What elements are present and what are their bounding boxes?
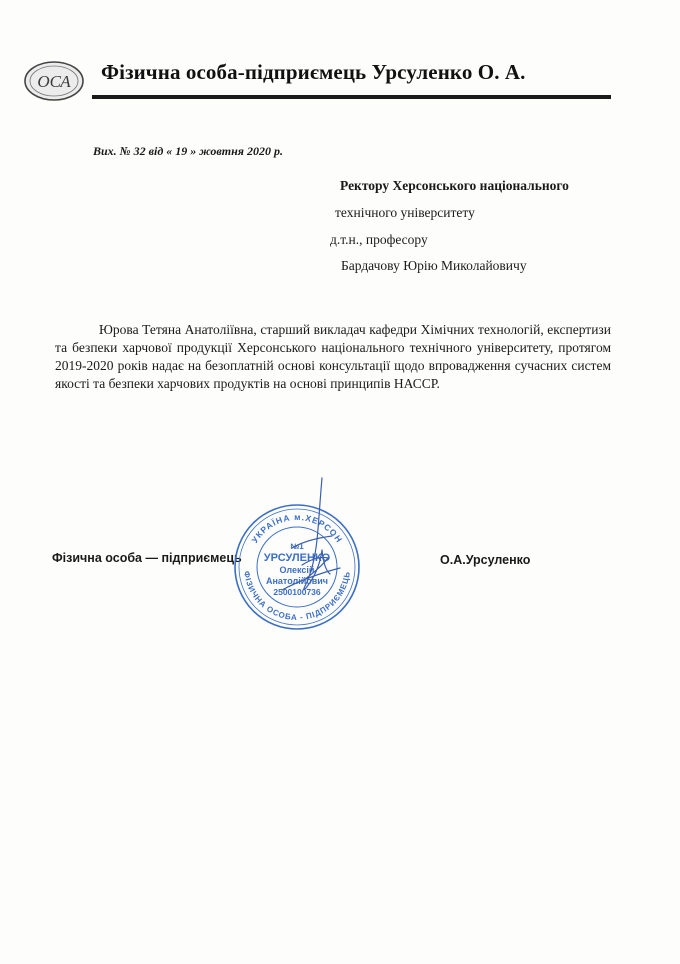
stamp-number: №1 — [290, 542, 304, 551]
addressee-line-3: д.т.н., професору — [330, 232, 428, 247]
addressee-line-2: технічного університету — [335, 205, 475, 220]
stamp-outer-bottom: ФІЗИЧНА ОСОБА - ПІДПРИЄМЕЦЬ — [242, 570, 352, 623]
company-name: Фізична особа-підприємець Урсуленко О. А. — [101, 60, 526, 84]
signer-position: Фізична особа — підприємець — [52, 551, 242, 565]
stamp-code: 2500100736 — [273, 587, 321, 597]
stamp-surname: УРСУЛЕНКО — [263, 552, 331, 564]
logo-lettering: ОСА — [37, 72, 71, 91]
signer-name: О.А.Урсуленко — [440, 553, 531, 567]
addressee-line-1: Ректору Херсонського національного — [340, 178, 569, 193]
handwritten-signature — [262, 470, 352, 615]
outgoing-reference: Вих. № 32 від « 19 » жовтня 2020 р. — [93, 144, 283, 158]
stamp-first-name: Олексій — [279, 565, 315, 575]
company-logo — [22, 56, 86, 104]
stamp-patronymic: Анатолійович — [265, 576, 329, 586]
addressee-line-4: Бардачову Юрію Миколайовичу — [341, 258, 527, 273]
letter-body: Юрова Тетяна Анатоліївна, старший викладач кафедри Хімічних технологій, експертизи та безпеки харчової продукції Херсонського національного технічного університету, протягом 2019-2020 років надає на безоплатній основі консультації щодо впровадження сучасних систем якості та безпеки харчових продуктів на основі принципів НАССР. — [55, 322, 611, 391]
header-rule — [92, 95, 611, 99]
stamp-outer-top: УКРАЇНА м.ХЕРСОН — [249, 511, 345, 545]
